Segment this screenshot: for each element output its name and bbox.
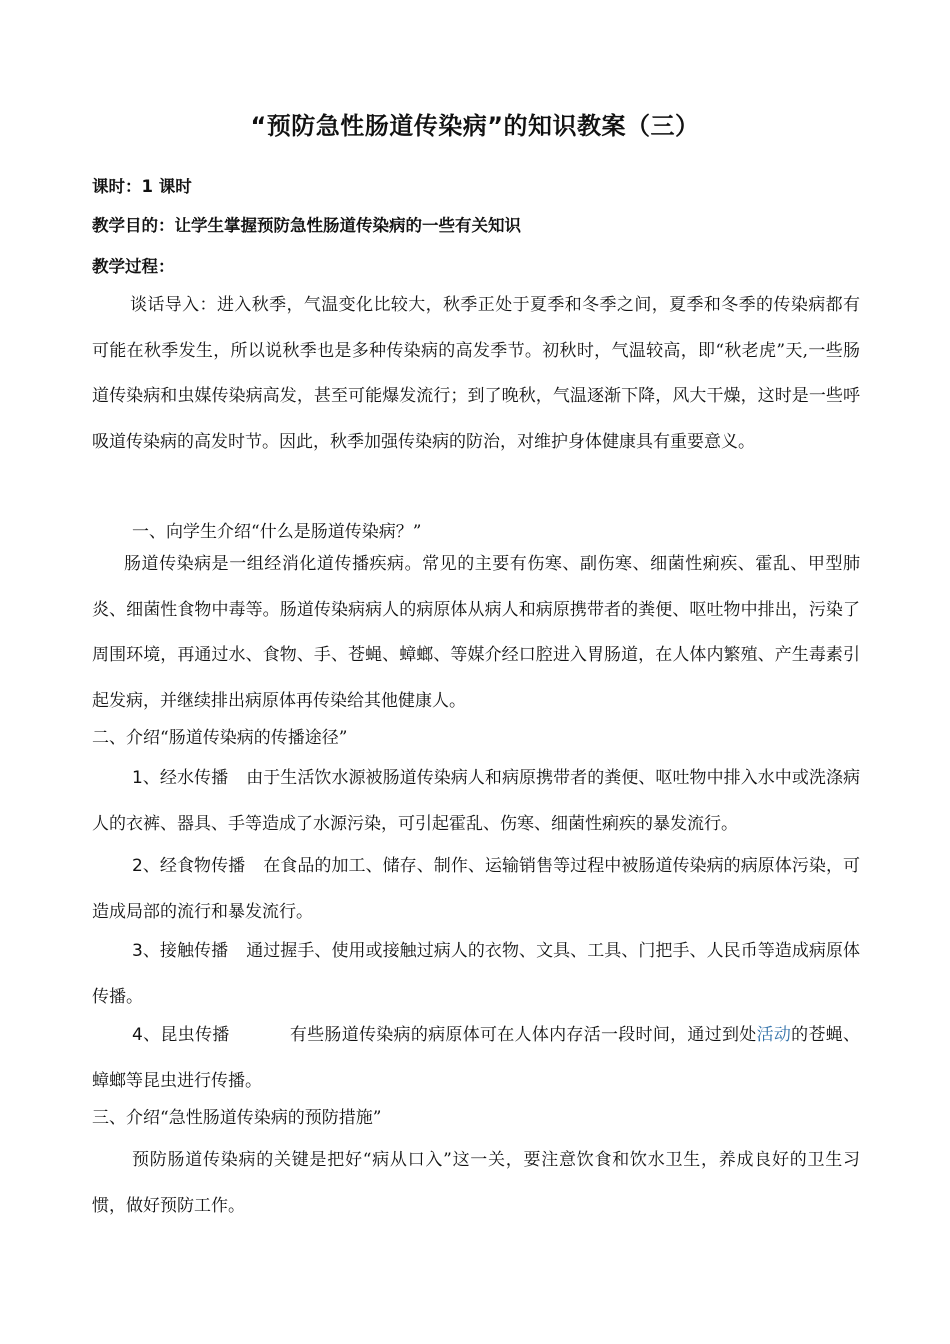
route-4 [92,1013,860,1104]
route-4-number: 4 [132,1025,143,1045]
section1-body: 肠道传染病是一组经消化道传播疾病。常见的主要有伤寒、副伤寒、细菌性痢疾、霍乱、甲型肺炎、细菌性食物中毒等。肠道传染病病人的病原体从病人和病原携带者的粪便、呕吐物中排出，污染了周围环境，再通过水、食物、手、苍蝇、蟑螂、等媒介经口腔进入胃肠道，在人体内繁殖、产生毒素引起发病，并继续排出病原体再传染给其他健康人。 [92,554,860,711]
route-2 [92,844,860,935]
activity-link[interactable]: 活动 [756,1025,792,1045]
lesson-time: 课时：1 课时 [92,177,192,196]
document-title: “预防急性肠道传染病”的知识教案（三） [250,112,700,140]
route-2-number: 2 [132,856,143,876]
route-2-text: 在食品的加工、储存、制作、运输销售等过程中被肠道传染病的病原体污染，可造成局部的流行和暴发流行。 [92,856,861,922]
route-3 [92,929,860,1020]
route-4-text-before: 有些肠道传染病的病原体可在人体内存活一段时间，通过到处 [289,1025,757,1045]
route-4-text-after: 的苍蝇、蟑螂等昆虫进行传播。 [92,1025,861,1091]
section1-heading: 一、向学生介绍“什么是肠道传染病？” [132,522,422,542]
route-4-name: 、昆虫传播 [142,1025,230,1045]
teaching-process-label: 教学过程： [92,257,175,276]
intro-paragraph: 谈话导入：进入秋季，气温变化比较大，秋季正处于夏季和冬季之间，夏季和冬季的传染病都有可能在秋季发生，所以说秋季也是多种传染病的高发季节。初秋时，气温较高，即“秋老虎”天,一些肠道传染病和虫媒传染病高发，甚至可能爆发流行；到了晚秋，气温逐渐下降，风大干燥，这时是一些呼吸道传染病的高发时节。因此，秋季加强传染病的防治，对维护身体健康具有重要意义。 [92,295,860,452]
teaching-objective: 教学目的：让学生掌握预防急性肠道传染病的一些有关知识 [92,216,521,235]
route-1-name: 、经水传播 [142,768,229,788]
route-3-name: 、接触传播 [142,941,229,961]
section3-heading: 三、介绍“急性肠道传染病的预防措施” [92,1108,382,1128]
route-1-text: 由于生活饮水源被肠道传染病人和病原携带者的粪便、呕吐物中排入水中或洗涤病人的衣裤、器具、手等造成了水源污染，可引起霍乱、伤寒、细菌性痢疾的暴发流行。 [92,768,861,834]
route-1 [92,756,860,847]
route-3-text: 通过握手、使用或接触过病人的衣物、文具、工具、门把手、人民币等造成病原体传播。 [92,941,861,1007]
section3-body: 预防肠道传染病的关键是把好“病从口入”这一关，要注意饮食和饮水卫生，养成良好的卫生习惯，做好预防工作。 [92,1150,860,1216]
route-2-name: 、经食物传播 [142,856,246,876]
route-3-number: 3 [132,941,143,961]
route-1-number: 1 [132,768,143,788]
section2-heading: 二、介绍“肠道传染病的传播途径” [92,728,348,748]
